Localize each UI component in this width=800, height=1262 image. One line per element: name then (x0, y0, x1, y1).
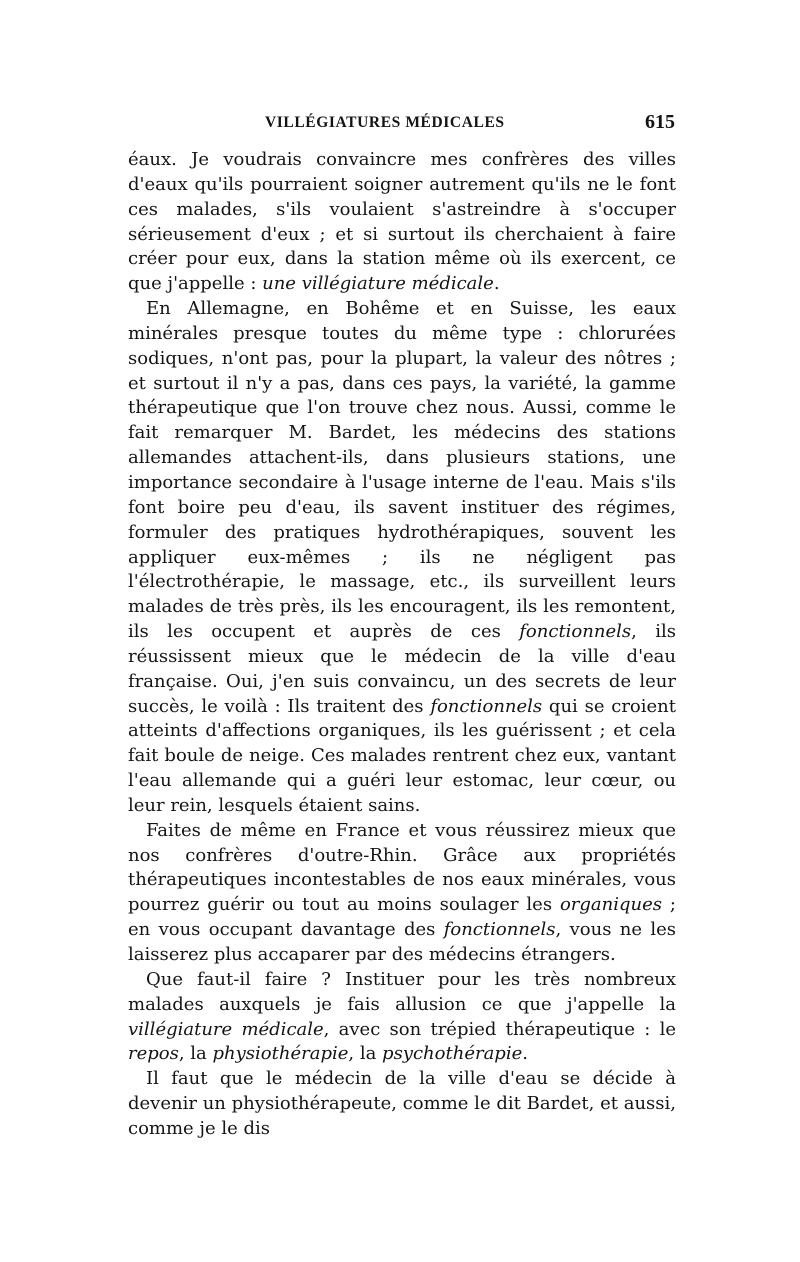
paragraph-text: Que faut-il faire ? Instituer pour les très nombreux malades auxquels je fais allusion ce que j'appelle la (128, 968, 676, 1015)
emphasis-term: une villégiature médicale (262, 273, 494, 295)
paragraph-4 (128, 968, 676, 1067)
paragraph-text: . (522, 1043, 528, 1065)
paragraph-text: Faites de même en France et vous réussirez mieux que nos confrères d'outre-Rhin. Grâce aux propriétés thérapeutiques incontestables de nos eaux minérales, vous pourrez guérir ou tout au moins soulager les (128, 819, 676, 916)
paragraph-text: , la (348, 1043, 383, 1065)
paragraph-text: , avec son trépied thérapeutique : le (323, 1018, 676, 1040)
emphasis-term: villégiature médicale (128, 1018, 324, 1040)
emphasis-term: psychothérapie (382, 1043, 523, 1065)
paragraph-text: , la (178, 1043, 213, 1065)
paragraph-text: Il faut que le médecin de la ville d'eau se décide à devenir un physiothérapeute, comme le dit Bardet, et aussi, comme je le dis (128, 1068, 676, 1139)
emphasis-term: fonctionnels (443, 919, 556, 941)
paragraph-text: qui se croient atteints d'affections organiques, ils les guérissent ; et cela fait boule de neige. Ces malades rentrent chez eux, vantant l'eau allemande qui a guéri leur estomac, leur cœur, ou leur rein, lesquels étaient sains. (128, 695, 677, 816)
paragraph-text: , ils réussissent mieux que le médecin de la ville d'eau française. Oui, j'en suis convaincu, un des secrets de leur succès, le voilà : Ils traitent des (128, 621, 676, 717)
emphasis-term: physiothérapie (212, 1043, 349, 1065)
body-text (128, 148, 676, 1142)
paragraph-text: ; en vous occupant davantage des (128, 894, 676, 941)
paragraph-5 (128, 1067, 676, 1142)
paragraph-text: , vous ne les laisserez plus accaparer par des médecins étrangers. (128, 919, 676, 965)
paragraph-1 (128, 148, 676, 297)
paragraph-text: En Allemagne, en Bohême et en Suisse, les eaux minérales presque toutes du même type : chlorurées sodiques, n'ont pas, pour la plupart, la valeur des nôtres ; et surtout il n'y a pas, dans ces pays, la variété, la gamme thérapeutique que l'on trouve chez nous. Aussi, comme le fait remarquer M. Bardet, les médecins des stations allemandes attachent-ils, dans plusieurs stations, une importance secondaire à l'usage interne de l'eau. Mais s'ils font boire peu d'eau, ils savent instituer des régimes, formuler des pratiques hydrothérapiques, souvent les appliquer eux-mêmes ; ils ne négligent pas l'électrothérapie, le massage, etc., ils surveillent leurs malades de très près, ils les encouragent, ils les remontent, ils les occupent et auprès de ces (128, 298, 676, 643)
running-header (130, 111, 675, 138)
emphasis-term: fonctionnels (519, 621, 632, 643)
emphasis-term: repos (128, 1043, 179, 1065)
paragraph-text: . (493, 273, 500, 295)
page-number: 615 (645, 111, 675, 133)
paragraph-text: éaux. Je voudrais convaincre mes confrères des villes d'eaux qu'ils pourraient soigner autrement qu'ils ne le font ces malades, s'ils voulaient s'astreindre à s'occuper sérieusement d'eux ; et si surtout ils cherchaient à faire créer pour eux, dans la station même où ils exercent, ce que j'appelle : (128, 149, 676, 295)
emphasis-term: organiques (559, 894, 663, 916)
running-title: VILLÉGIATURES MÉDICALES (265, 114, 505, 131)
paragraph-3 (128, 819, 676, 968)
paragraph-2 (128, 297, 676, 819)
emphasis-term: fonctionnels (430, 695, 543, 717)
